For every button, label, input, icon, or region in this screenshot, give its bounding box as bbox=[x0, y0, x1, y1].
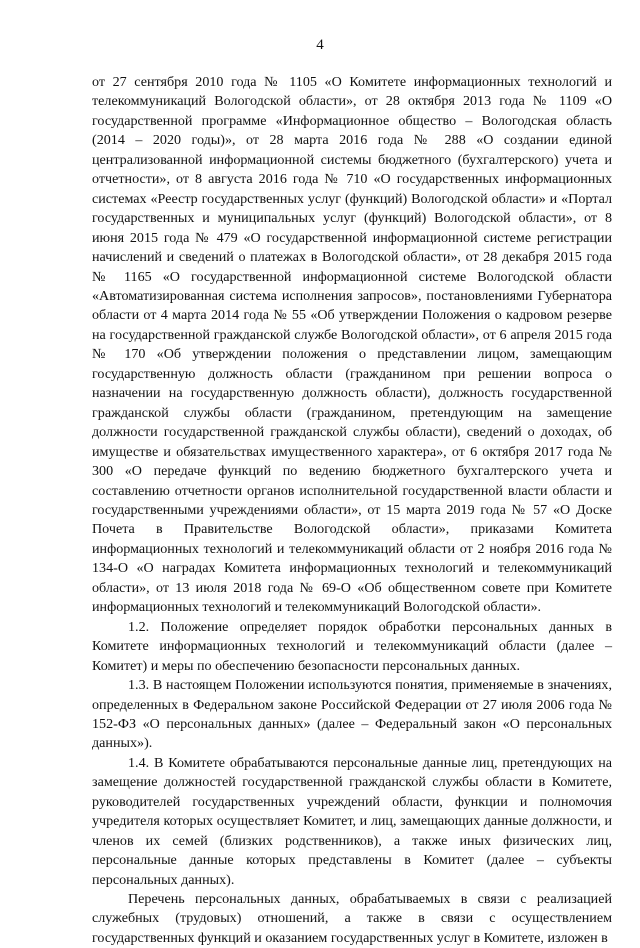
paragraph-1-3: 1.3. В настоящем Положении используются понятия, применяемые в значениях, определенных в Федеральном законе Российской Федерации от 27 июля 2006 года № 152-ФЗ «О персональных данных» (далее – Федеральный закон «О персональных данных»). bbox=[92, 677, 612, 752]
paragraph-continuation: от 27 сентября 2010 года № 1105 «О Комитете информационных технологий и телекоммуникаций Вологодской области», от 28 октября 2013 года № 1109 «О государственной программе «Информационное общество – Вологодская область (2014 – 2020 годы)», от 28 марта 2016 года № 288 «О создании единой централизованной информационной системы бюджетного (бухгалтерского) учета и отчетности», от 8 августа 2016 года № 710 «О государственных информационных системах «Реестр государственных услуг (функций) Вологодской области» и «Портал государственных и муниципальных услуг (функций) Вологодской области», от 8 июня 2015 года № 479 «О государственной информационной системе регистрации начислений и сведений о платежах в Вологодской области», от 28 декабря 2015 года № 1165 «О государственной информационной системе Вологодской области «Автоматизированная система исполнения запросов», постановлениями Губернатора области от 4 марта 2014 года № 55 «Об утверждении Положения о кадровом резерве на государственной гражданской службе Вологодской области», от 6 апреля 2015 года № 170 «Об утверждении положения о представлении лицом, замещающим государственную должность области (гражданином при решении вопроса о назначении на государственную должность области), должность государственной гражданской службы области (гражданином, претендующим на замещение должности государственной гражданской службы области), сведений о доходах, об имуществе и обязательствах имущественного характера», от 6 октября 2017 года № 300 «О передаче функций по ведению бюджетного бухгалтерского учета и составлению отчетности органов исполнительной государственной власти области и государственными учреждениями области», от 15 марта 2019 года № 57 «О Доске Почета в Правительстве Вологодской области», приказами Комитета информационных технологий и телекоммуникаций области от 2 ноября 2016 года № 134-О «О наградах Комитета информационных технологий и телекоммуникаций области», от 13 июля 2018 года № 69-О «Об общественном совете при Комитете информационных технологий и телекоммуникаций Вологодской области». bbox=[92, 74, 612, 616]
document-body bbox=[92, 73, 612, 948]
page-number: 4 bbox=[316, 37, 324, 53]
paragraph-1-2: 1.2. Положение определяет порядок обработки персональных данных в Комитете информационных технологий и телекоммуникаций области (далее – Комитет) и меры по обеспечению безопасности персональных данных. bbox=[92, 618, 612, 674]
paragraph-1-4: 1.4. В Комитете обрабатываются персональные данные лиц, претендующих на замещение должностей государственной гражданской службы области в Комитете, руководителей государственных учреждений области, функции и полномочия учредителя которых осуществляет Комитет, и лиц, замещающих данные должности, и членов их семей (близких родственников), а также иных физических лиц, персональные данные которых представлены в Комитет (далее – субъекты персональных данных). bbox=[92, 754, 612, 888]
paragraph-personal-data-list: Перечень персональных данных, обрабатываемых в связи с реализацией служебных (трудовых) отношений, а также в связи с осуществлением государственных функций и оказанием государственных услуг в Комитете, изложен в bbox=[92, 891, 612, 946]
